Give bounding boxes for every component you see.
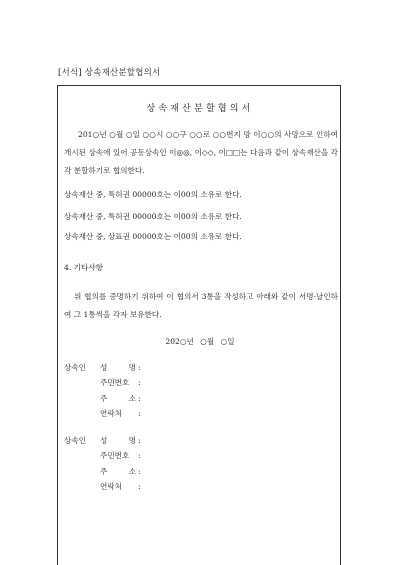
party-field-id: 주민번호 : <box>100 378 141 387</box>
clause-2: 상속재산 중, 특허권 00000호는 이00의 소유로 한다. <box>64 212 242 221</box>
document-title: 상속재산분할협의서 <box>146 104 254 114</box>
party-role: 상속인 <box>64 363 87 372</box>
party-field-contact: 연락처 : <box>100 409 141 418</box>
field-label: 주 소 <box>100 394 136 403</box>
form-label: [서식] 상속재산분할협의서 <box>58 68 161 78</box>
party-field-address: 주 소 : <box>100 394 141 403</box>
closing-paragraph: 위 협의를 증명하기 위하여 이 협의서 3통을 작성하고 아래와 같이 서명·날인하여 그 1통씩을 각자 보유한다. <box>64 292 338 319</box>
document-frame <box>57 85 341 565</box>
party-field-contact: 연락처 : <box>100 482 141 491</box>
field-label: 주민번호 <box>100 451 130 460</box>
field-label: 성 명 <box>100 436 136 445</box>
signing-date: 202○년 ○월 ○일 <box>165 337 235 346</box>
clause-3: 상속재산 중, 상표권 00000호는 이00의 소유로 한다. <box>64 232 242 241</box>
clause-1: 상속재산 중, 특허권 00000호는 이00의 소유로 한다. <box>64 190 242 199</box>
field-label: 연락처 <box>100 409 123 418</box>
field-label: 연락처 <box>100 482 123 491</box>
section-heading: 4. 기타사항 <box>64 263 104 272</box>
field-label: 주 소 <box>100 467 136 476</box>
intro-paragraph: 201○년 ○월 ○일 ○○시 ○○구 ○○로 ○○번지 망 이○○의 사망으로 인하여 개시된 상속에 있어 공동상속인 이◎◎, 이◇◇, 이□□는 다음과 같이 상속재산을 각각 분할하기로 협의한다. <box>64 130 338 175</box>
party-field-address: 주 소 : <box>100 467 141 476</box>
field-label: 성 명 <box>100 363 136 372</box>
party-field-name: 성 명 : <box>100 436 141 445</box>
party-role: 상속인 <box>64 436 87 445</box>
field-label: 주민번호 <box>100 378 130 387</box>
party-field-id: 주민번호 : <box>100 451 141 460</box>
party-field-name: 성 명 : <box>100 363 141 372</box>
